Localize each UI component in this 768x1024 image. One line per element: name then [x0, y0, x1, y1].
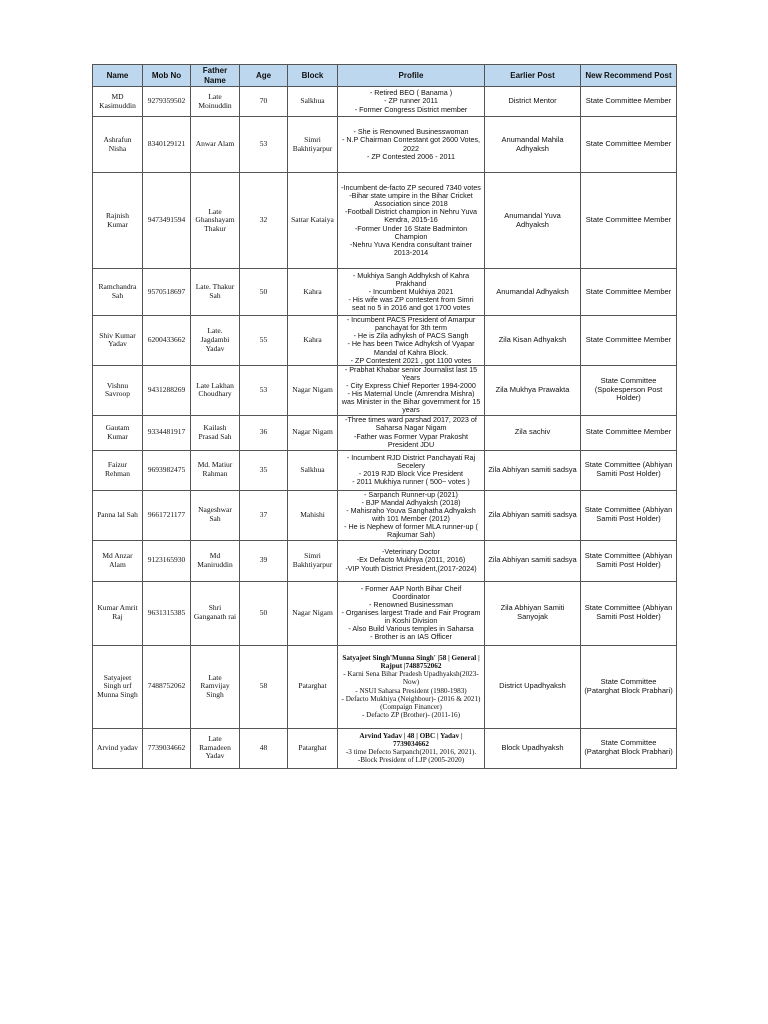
cell-new-recommend-post: State Committee (Abhiyan Samiti Post Holder) [581, 450, 677, 490]
profile-line: - He has been Twice Adhyksh of Vyapar Mandal of Kahra Block. [347, 339, 475, 357]
cell-name: Gautam Kumar [93, 415, 143, 450]
profile-line: - His wife was ZP contestent from Simri seat no 5 in 2016 and got 1700 votes [348, 295, 474, 313]
header-name: Name [93, 65, 143, 87]
cell-profile [338, 450, 485, 490]
cell-name: Panna lal Sah [93, 490, 143, 540]
cell-block: Simri Bakhtiyarpur [288, 117, 338, 173]
profile-line: -Bihar state umpire in the Bihar Cricket Association since 2018 [349, 191, 473, 209]
cell-profile [338, 645, 485, 728]
cell-name: Ashrafun Nisha [93, 117, 143, 173]
candidate-table [92, 64, 677, 769]
cell-mob-no: 9431288269 [143, 365, 191, 415]
profile-line: - Karni Sena Bihar Pradesh Upadhyaksh(2023-Now) [343, 670, 479, 687]
profile-line: - Organises largest Trade and Fair Program in Koshi Division [341, 607, 481, 626]
cell-name: Satyajeet Singh urf Munna Singh [93, 645, 143, 728]
profile-line: - N.P Chairman Contestant got 2600 Votes, 2022 [341, 135, 481, 153]
cell-name: Shiv Kumar Yadav [93, 316, 143, 366]
cell-earlier-post: Zila Mukhya Prawakta [485, 365, 581, 415]
cell-age: 39 [240, 540, 288, 581]
cell-age: 50 [240, 269, 288, 316]
profile-line: - Renowned Businessman [369, 599, 453, 609]
cell-new-recommend-post: State Committee Member [581, 173, 677, 269]
cell-new-recommend-post: State Committee Member [581, 269, 677, 316]
table-row [93, 365, 677, 415]
cell-mob-no: 7488752062 [143, 645, 191, 728]
profile-line: -Nehru Yuva Kendra consultant trainer 2013-2014 [349, 239, 473, 257]
cell-profile [338, 728, 485, 768]
table-row [93, 415, 677, 450]
profile-line: - She is Renowned Businesswoman [353, 127, 469, 137]
cell-age: 70 [240, 87, 288, 117]
cell-profile [338, 316, 485, 366]
cell-father-name: Md Maniruddin [191, 540, 240, 581]
cell-block: Mahishi [288, 490, 338, 540]
cell-block: Patarghat [288, 728, 338, 768]
cell-profile [338, 490, 485, 540]
profile-line: Satyajeet Singh'Munna Singh' |58 | General | Rajput |7488752062 [342, 654, 480, 671]
cell-profile [338, 117, 485, 173]
cell-new-recommend-post: State Committee Member [581, 415, 677, 450]
cell-earlier-post: District Upadhyaksh [485, 645, 581, 728]
profile-line: -Football District champion in Nehru Yuva Kendra, 2015-16 [344, 207, 478, 225]
cell-age: 53 [240, 365, 288, 415]
profile-line: - Defacto Mukhiya (Neighbour)- (2016 & 2021) [341, 694, 481, 703]
cell-father-name: Shri Ganganath rai [191, 581, 240, 645]
cell-name: Rajnish Kumar [93, 173, 143, 269]
header-mob-no: Mob No [143, 65, 191, 87]
table-row [93, 728, 677, 768]
header-father-name: Father Name [191, 65, 240, 87]
cell-father-name: Late Ramadeen Yadav [191, 728, 240, 768]
cell-earlier-post: Anumandal Mahila Adhyaksh [485, 117, 581, 173]
table-row [93, 450, 677, 490]
profile-line: - ZP Contestent 2021 , got 1100 votes [350, 355, 472, 365]
profile-line: - Brother is an IAS Officer [370, 632, 452, 642]
cell-mob-no: 7739034662 [143, 728, 191, 768]
cell-earlier-post: Zila Abhiyan samiti sadsya [485, 450, 581, 490]
cell-new-recommend-post: State Committee (Abhiyan Samiti Post Holder) [581, 540, 677, 581]
profile-line: - Incumbent PACS President of Amarpur panchayat for 3th term [346, 315, 476, 333]
cell-father-name: Anwar Alam [191, 117, 240, 173]
table-row [93, 645, 677, 728]
cell-father-name: Late Ramvijay Singh [191, 645, 240, 728]
cell-name: Vishnu Savroop [93, 365, 143, 415]
cell-profile [338, 581, 485, 645]
cell-profile [338, 173, 485, 269]
cell-new-recommend-post: State Committee Member [581, 87, 677, 117]
cell-block: Kahra [288, 269, 338, 316]
cell-earlier-post: Zila Abhiyan samiti sadsya [485, 540, 581, 581]
cell-earlier-post: Zila sachiv [485, 415, 581, 450]
cell-earlier-post: Block Upadhyaksh [485, 728, 581, 768]
profile-line: -Veterinary Doctor [382, 547, 440, 557]
cell-father-name: Late Ghanshayam Thakur [191, 173, 240, 269]
cell-age: 53 [240, 117, 288, 173]
cell-new-recommend-post: State Committee Member [581, 117, 677, 173]
table-body [93, 87, 677, 769]
profile-line: - BJP Mandal Adhyaksh (2018) [361, 497, 461, 507]
cell-father-name: Late. Thakur Sah [191, 269, 240, 316]
table-row [93, 269, 677, 316]
cell-mob-no: 9279359502 [143, 87, 191, 117]
table-row [93, 87, 677, 117]
cell-earlier-post: District Mentor [485, 87, 581, 117]
profile-line: - Defacto ZP (Brother)- (2011-16) [361, 710, 461, 719]
profile-line: - Former AAP North Bihar Cheif Coordinator [360, 583, 462, 601]
cell-mob-no: 9693982475 [143, 450, 191, 490]
cell-earlier-post: Zila Kisan Adhyaksh [485, 316, 581, 366]
cell-profile [338, 540, 485, 581]
table-row [93, 117, 677, 173]
cell-block: Kahra [288, 316, 338, 366]
profile-line: - Mukhiya Sangh Addhyksh of Kahra Prakhand [352, 270, 470, 288]
table-row [93, 540, 677, 581]
cell-father-name: Late. Jagdambi Yadav [191, 316, 240, 366]
cell-new-recommend-post: State Committee (Spokesperson Post Holder) [581, 365, 677, 415]
profile-line: - He is Zila adhyksh of PACS Sangh [353, 331, 469, 341]
cell-block: Patarghat [288, 645, 338, 728]
cell-name: Faizur Rehman [93, 450, 143, 490]
cell-profile [338, 269, 485, 316]
profile-line: - Mahisraho Youva Sanghatha Adhyaksh with 101 Member (2012) [346, 505, 476, 523]
profile-line: -Three times ward parshad 2017, 2023 of Saharsa Nagar Nigam [345, 415, 477, 433]
header-earlier-post: Earlier Post [485, 65, 581, 87]
cell-father-name: Late Moinuddin [191, 87, 240, 117]
profile-line: - He is Nephew of former MLA runner-up ( Rajkumar Sah) [344, 522, 478, 540]
cell-father-name: Kailash Prasad Sah [191, 415, 240, 450]
profile-line: -Father was Former Vypar Prakosht President JDU [354, 431, 468, 449]
cell-mob-no: 6200433662 [143, 316, 191, 366]
cell-mob-no: 9334481917 [143, 415, 191, 450]
cell-block: Simri Bakhtiyarpur [288, 540, 338, 581]
header-row [93, 65, 677, 87]
profile-line: -Incumbent de-facto ZP secured 7340 votes [341, 182, 481, 192]
cell-name: Kumar Amrit Raj [93, 581, 143, 645]
cell-name: Arvind yadav [93, 728, 143, 768]
profile-line: -3 time Defecto Sarpanch(2011, 2016, 2021). [345, 748, 477, 756]
profile-line: - His Maternal Uncle (Amrendra Mishra) was Minister in the Bihar government for 15 years [341, 389, 481, 415]
header-profile: Profile [338, 65, 485, 87]
cell-earlier-post: Zila Abhiyan Samiti Sanyojak [485, 581, 581, 645]
cell-block: Sattar Kataiya [288, 173, 338, 269]
profile-line: - 2019 RJD Block Vice President [358, 469, 464, 478]
table-row [93, 173, 677, 269]
cell-block: Salkhua [288, 87, 338, 117]
table-row [93, 581, 677, 645]
cell-age: 55 [240, 316, 288, 366]
cell-age: 37 [240, 490, 288, 540]
profile-line: - Sarpanch Runner-up (2021) [364, 490, 458, 499]
profile-line: -Former Under 16 State Badminton Champion [354, 223, 468, 241]
cell-block: Nagar Nigam [288, 365, 338, 415]
cell-new-recommend-post: State Committee (Abhiyan Samiti Post Holder) [581, 490, 677, 540]
cell-name: MD Kasimuddin [93, 87, 143, 117]
cell-father-name: Md. Matiur Rahman [191, 450, 240, 490]
cell-earlier-post: Anumandal Yuva Adhyaksh [485, 173, 581, 269]
profile-line: Arvind Yadav | 48 | OBC | Yadav | 7739034662 [359, 731, 463, 748]
cell-age: 32 [240, 173, 288, 269]
cell-block: Nagar Nigam [288, 581, 338, 645]
profile-line: (Compaign Financer) [380, 702, 442, 711]
cell-mob-no: 9631315385 [143, 581, 191, 645]
profile-line: - Incumbent Mukhiya 2021 [368, 286, 454, 296]
header-new-recommend-post: New Recommend Post [581, 65, 677, 87]
cell-name: Md Anzar Alam [93, 540, 143, 581]
cell-father-name: Nageshwar Sah [191, 490, 240, 540]
cell-mob-no: 9570518697 [143, 269, 191, 316]
profile-line: - Former Congress District member [354, 104, 468, 114]
cell-new-recommend-post: State Committee Member [581, 316, 677, 366]
cell-earlier-post: Zila Abhiyan samiti sadsya [485, 490, 581, 540]
cell-new-recommend-post: State Committee (Patarghat Block Prabhari) [581, 728, 677, 768]
cell-profile [338, 415, 485, 450]
cell-block: Nagar Nigam [288, 415, 338, 450]
cell-block: Salkhua [288, 450, 338, 490]
cell-father-name: Late Lakhan Choudhary [191, 365, 240, 415]
profile-line: - 2011 Mukhiya runner ( 500~ votes ) [352, 477, 470, 487]
profile-line: - Prabhat Khabar senior Journalist last 15 Years [344, 365, 478, 382]
profile-line: -VIP Youth District President,(2017-2024) [345, 563, 477, 573]
profile-line: - ZP Contested 2006 - 2011 [366, 151, 456, 161]
profile-line: -Ex Defacto Mukhiya (2011, 2016) [356, 555, 466, 565]
cell-mob-no: 9123165930 [143, 540, 191, 581]
cell-age: 35 [240, 450, 288, 490]
cell-age: 48 [240, 728, 288, 768]
table-row [93, 490, 677, 540]
table-row [93, 316, 677, 366]
header-age: Age [240, 65, 288, 87]
cell-profile [338, 87, 485, 117]
cell-mob-no: 8340129121 [143, 117, 191, 173]
header-block: Block [288, 65, 338, 87]
profile-line: - Retired BEO ( Banama ) [369, 88, 453, 98]
profile-line: - Incumbent RJD District Panchayati Raj Secelery [346, 452, 476, 470]
profile-line: - NSUI Saharsa President (1980-1983) [355, 686, 467, 695]
cell-mob-no: 9661721177 [143, 490, 191, 540]
cell-mob-no: 9473491594 [143, 173, 191, 269]
cell-profile [338, 365, 485, 415]
cell-name: Ramchandra Sah [93, 269, 143, 316]
cell-new-recommend-post: State Committee (Patarghat Block Prabhari) [581, 645, 677, 728]
profile-line: - ZP runner 2011 [384, 96, 438, 106]
cell-age: 50 [240, 581, 288, 645]
profile-line: - Also Build Various temples in Saharsa [348, 624, 474, 634]
profile-line: -Block President of LJP (2005-2020) [357, 756, 465, 765]
cell-age: 36 [240, 415, 288, 450]
cell-age: 58 [240, 645, 288, 728]
cell-earlier-post: Anumandal Adhyaksh [485, 269, 581, 316]
profile-line: - City Express Chief Reporter 1994-2000 [346, 381, 476, 390]
cell-new-recommend-post: State Committee (Abhiyan Samiti Post Holder) [581, 581, 677, 645]
